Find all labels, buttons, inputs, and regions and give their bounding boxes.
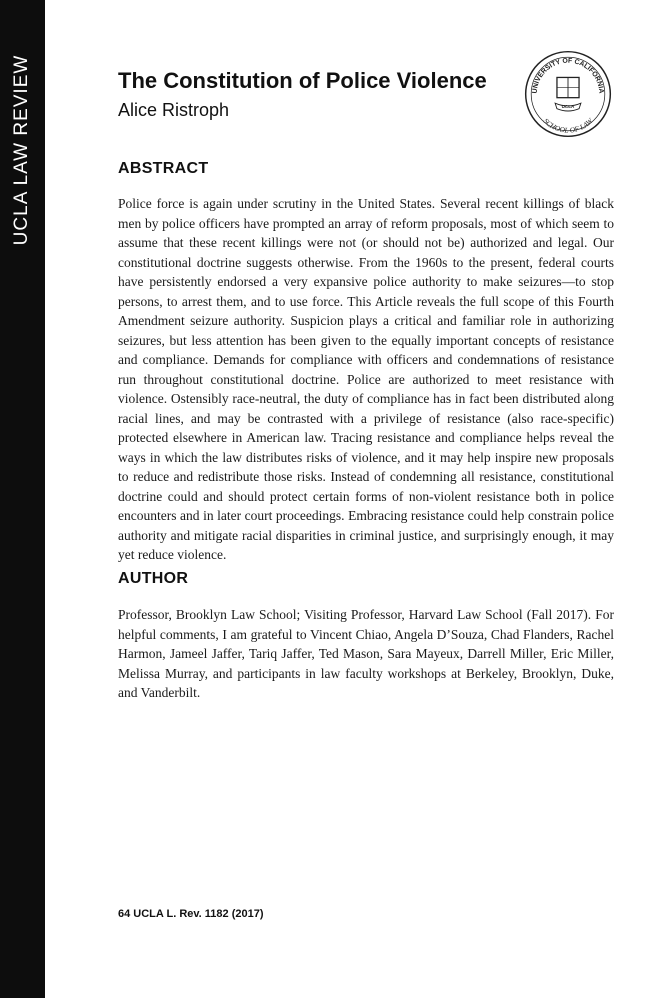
author-note-text: Professor, Brooklyn Law School; Visiting Professor, Harvard Law School (Fall 2017). For helpful comments, I am grateful to Vincent Chiao, Angela D’Souza, Chad Flanders, Rachel Harmon, Jameel Jaffer, Tariq Jaffer, Ted Mason, Sara Mayeux, Darrell Miller, Eric Miller, Melissa Murray, and participants in law faculty workshops at Berkeley, Brooklyn, Duke, and Vanderbilt. bbox=[118, 607, 614, 700]
ucla-law-seal-icon bbox=[522, 48, 614, 140]
abstract-text: Police force is again under scrutiny in the United States. Several recent killings of black men by police officers have prompted an array of reform proposals, most of which seem to assume that these recent killings were not (or should not be) authorized and legal. Our constitutional doctrine suggests otherwise. From the 1960s to the present, federal courts have persistently endorsed a very expansive police authority to make seizures—to stop persons, to arrest them, and to use force. This Article reveals the full scope of this Fourth Amendment seizure authority. Suspicion plays a critical and familiar role in authorizing seizures, but less attention has been given to the equally important concepts of resistance and compliance. Demands for compliance with officers and condemnations of resistance run throughout constitutional doctrine. Police are authorized to meet resistance with violence. Ostensibly race-neutral, the duty of compliance has in fact been distributed along racial lines, and may be contrasted with a privilege of resistance (also race-specific) protected elsewhere in American law. Tracing resistance and compliance helps reveal the ways in which the law distributes risks of violence, and it may help inspire new proposals to reduce and redistribute those risks. Instead of condemning all resistance, constitutional doctrine could and should protect certain forms of non-violent resistance both in police encounters and in later court proceedings. Embracing resistance could help constrain police authority and mitigate racial disparities in criminal justice, and surprisingly enough, it may yet reduce violence. bbox=[118, 196, 614, 562]
journal-side-bar bbox=[0, 0, 45, 998]
author-heading: AUTHOR bbox=[118, 570, 189, 587]
journal-citation: 64 UCLA L. Rev. 1182 (2017) bbox=[118, 908, 264, 920]
journal-side-label: UCLA LAW REVIEW bbox=[11, 54, 32, 246]
seal-center-text: UCLA bbox=[561, 103, 575, 109]
article-author: Alice Ristroph bbox=[118, 100, 230, 120]
article-title: The Constitution of Police Violence bbox=[118, 68, 487, 93]
seal-bottom-text: SCHOOL OF LAW bbox=[541, 116, 595, 135]
abstract-heading: ABSTRACT bbox=[118, 160, 209, 177]
seal-top-text: UNIVERSITY OF CALIFORNIA bbox=[531, 57, 605, 94]
